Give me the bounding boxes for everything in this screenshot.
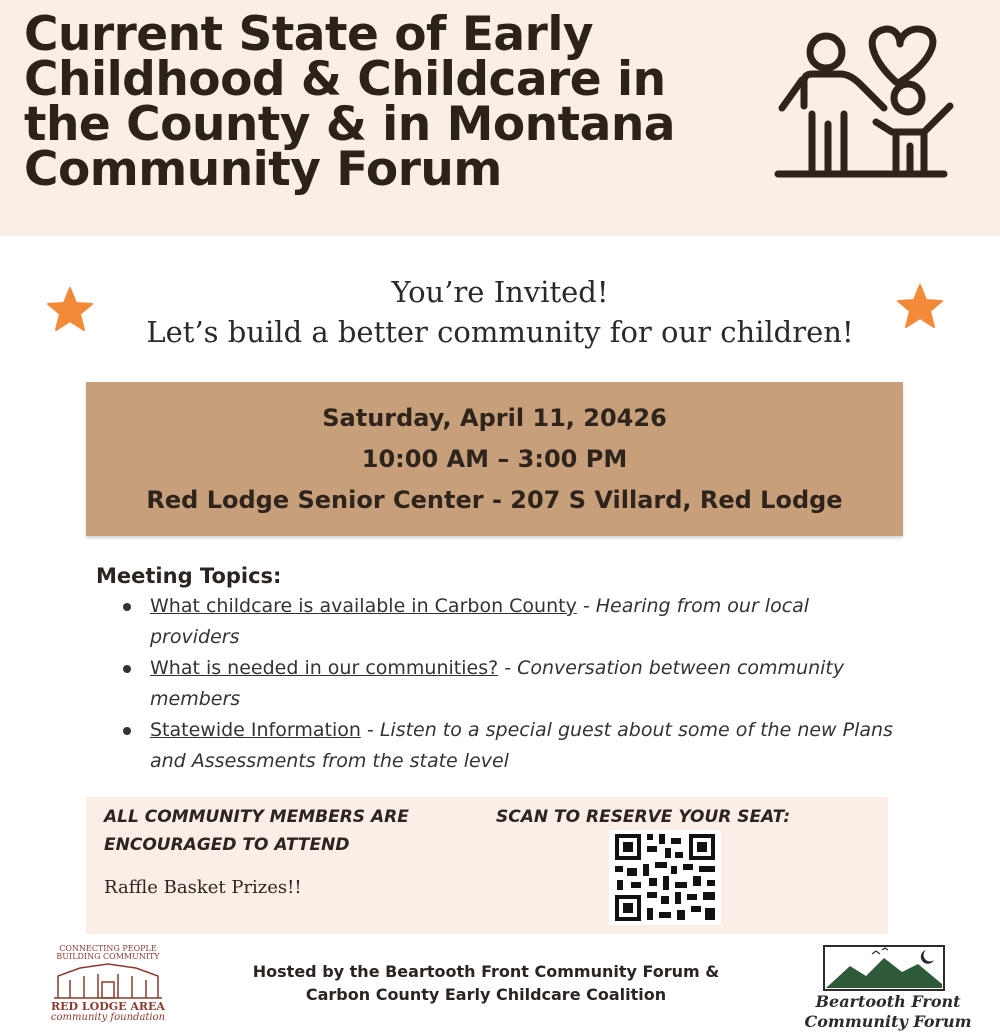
raffle-text: Raffle Basket Prizes!!: [104, 877, 302, 898]
meeting-topics: [96, 561, 896, 777]
logo-name: Beartooth Front: [815, 992, 961, 1011]
event-details: [86, 382, 903, 536]
topic-list: [96, 591, 896, 777]
logo-name: RED LODGE AREA: [51, 1000, 165, 1013]
event-time: 10:00 AM – 3:00 PM: [361, 445, 628, 473]
building-icon: [50, 962, 166, 1000]
beartooth-front-logo: [796, 944, 980, 1034]
attend-callout: [104, 803, 409, 859]
bullet-icon: [123, 665, 131, 673]
title-line: Community Forum: [24, 142, 502, 197]
attend-box: [86, 797, 888, 934]
title-line: the County & in Montana: [24, 97, 675, 152]
logo-name: Community Forum: [804, 1012, 972, 1031]
topics-heading: Meeting Topics:: [96, 564, 282, 588]
header-banner: [0, 0, 1000, 236]
title-line: Current State of Early: [24, 7, 594, 62]
topic-description: - Hearing from our local providers: [150, 595, 810, 648]
event-location: Red Lodge Senior Center - 207 S Villard, Red Lodge: [146, 486, 843, 514]
logo-subtitle: community foundation: [50, 1012, 166, 1023]
page-title: [24, 7, 675, 197]
invitation: [0, 272, 1000, 352]
invite-subheading: Let’s build a better community for our children!: [146, 315, 854, 349]
list-item: [96, 591, 896, 653]
family-heart-icon: [772, 22, 962, 184]
hosted-line: Carbon County Early Childcare Coalition: [305, 985, 667, 1004]
title-line: Childhood & Childcare in: [24, 52, 666, 107]
logo-tagline-top: BUILDING COMMUNITY: [56, 952, 160, 961]
bullet-icon: [123, 727, 131, 735]
event-date: Saturday, April 11, 20426: [322, 404, 667, 432]
invite-heading: You’re Invited!: [391, 275, 609, 309]
topic-title: What is needed in our communities?: [150, 657, 499, 679]
list-item: [96, 715, 896, 777]
topic-title: Statewide Information: [150, 719, 361, 741]
mountain-icon: [822, 944, 946, 994]
scan-label: SCAN TO RESERVE YOUR SEAT:: [496, 807, 791, 827]
attend-line: ENCOURAGED TO ATTEND: [104, 835, 350, 855]
hosted-line: Hosted by the Beartooth Front Community Forum &: [252, 962, 720, 981]
bullet-icon: [123, 603, 131, 611]
logo-tagline-top: CONNECTING PEOPLE: [59, 944, 157, 953]
qr-code[interactable]: [609, 830, 721, 925]
attend-line: ALL COMMUNITY MEMBERS ARE: [104, 807, 409, 827]
topic-description: - Listen to a special guest about some of the new Plans and Assessments from the state level: [150, 719, 893, 772]
hosted-by: [186, 960, 786, 1006]
red-lodge-foundation-logo: [46, 944, 170, 1028]
list-item: [96, 653, 896, 715]
topic-description: - Conversation between community members: [150, 657, 845, 710]
topic-title: What childcare is available in Carbon County: [150, 595, 577, 617]
